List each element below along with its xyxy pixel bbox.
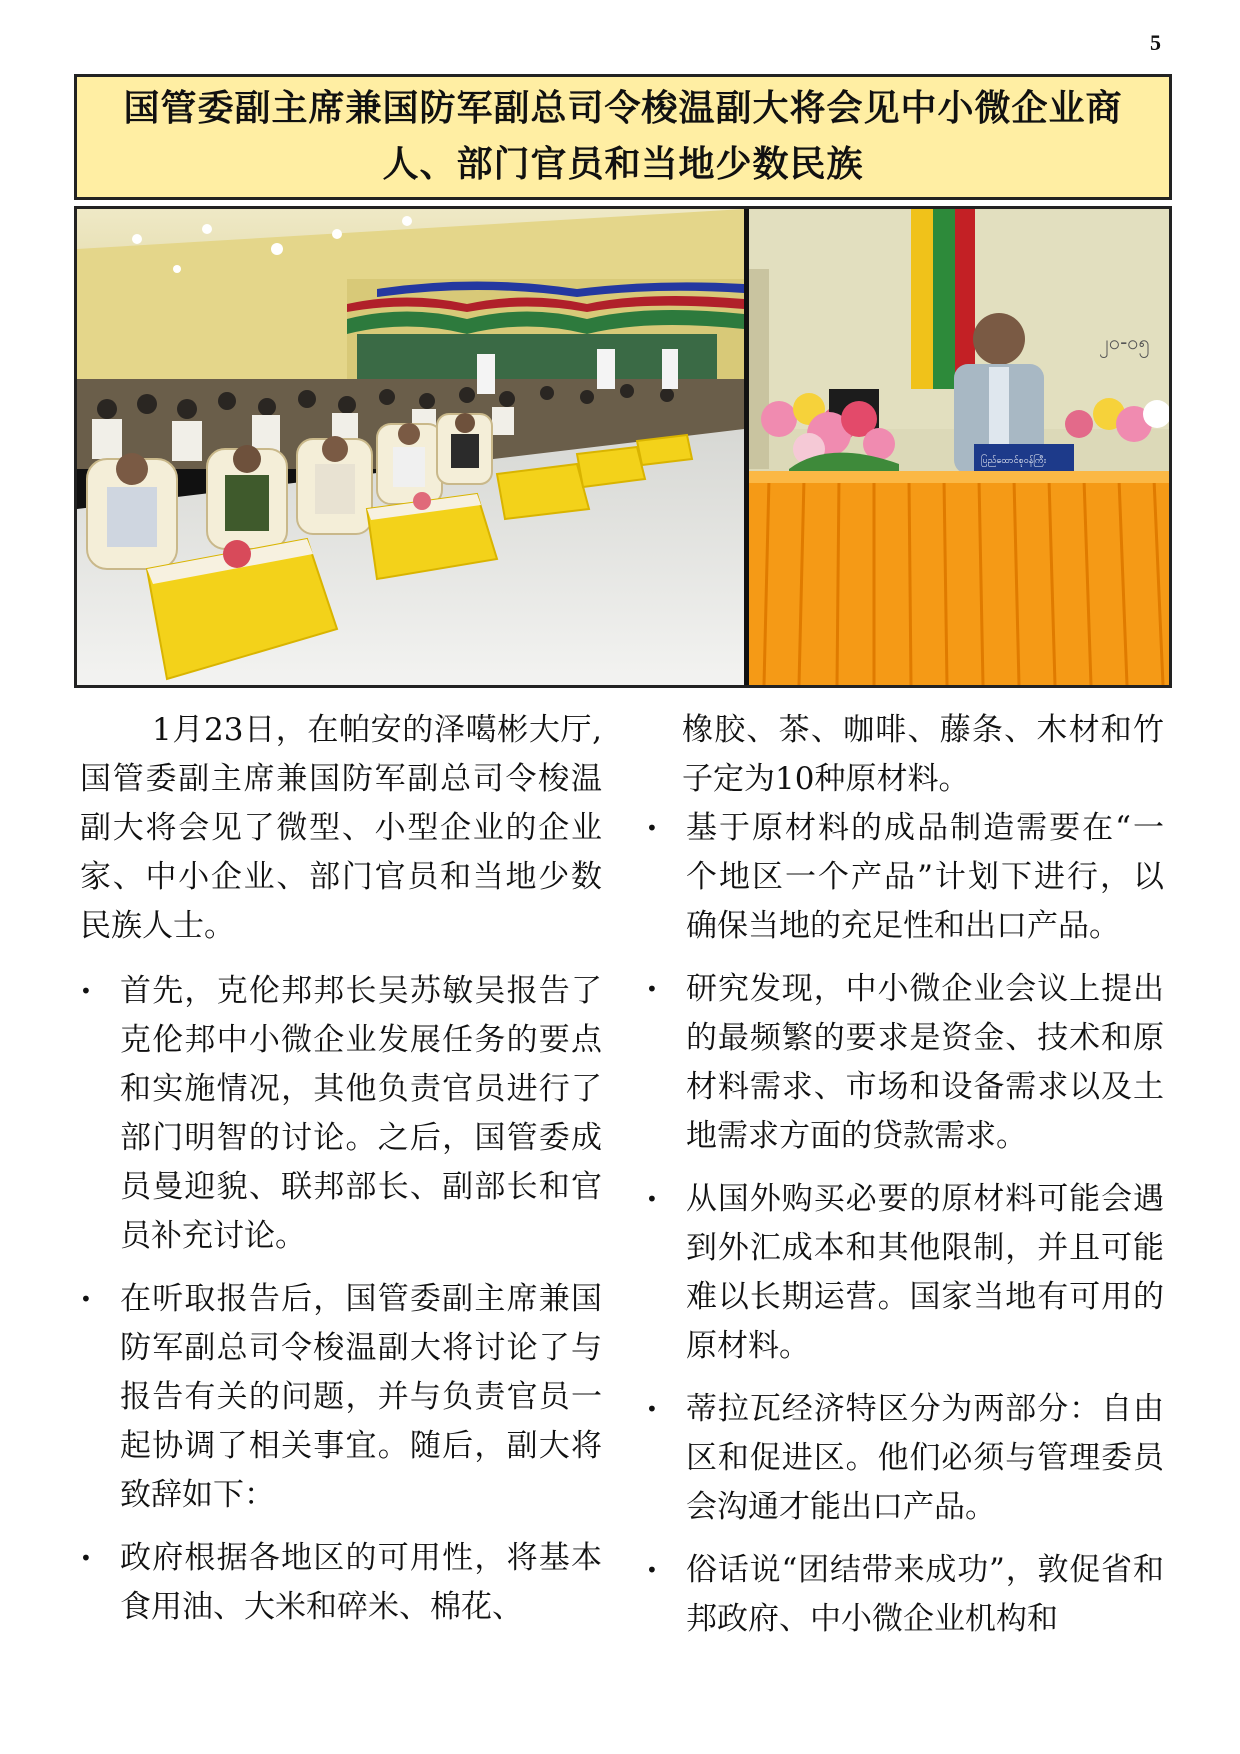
- list-item: [646, 965, 1164, 1161]
- list-item-text: 从国外购买必要的原材料可能会遇到外汇成本和其他限制，并且可能难以长期运营。国家当地有可用的原材料。: [686, 1181, 1164, 1364]
- article-column-left: [80, 706, 602, 1646]
- meeting-hall-illustration: [77, 209, 744, 685]
- speaker-illustration: [749, 209, 1169, 685]
- list-item: [80, 1534, 602, 1632]
- article-column-right: [646, 706, 1164, 1658]
- list-item: [646, 1175, 1164, 1371]
- list-item-text: 研究发现，中小微企业会议上提出的最频繁的要求是资金、技术和原材料需求、市场和设备需求以及土地需求方面的贷款需求。: [686, 971, 1164, 1154]
- photo-strip: [74, 206, 1172, 688]
- nameplate-text: ပြည်ထောင်စုဝန်ကြီး: [981, 456, 1047, 466]
- article-intro: 1月23日，在帕安的泽噶彬大厅,国管委副主席兼国防军副总司令梭温副大将会见了微型、小型企业的企业家、中小企业、部门官员和当地少数民族人士。: [80, 712, 602, 944]
- bullet-icon: •: [646, 1397, 658, 1421]
- list-item: [80, 1275, 602, 1520]
- headline-box: [74, 74, 1172, 200]
- page-number: 5: [1150, 30, 1161, 55]
- list-item-text: 蒂拉瓦经济特区分为两部分：自由区和促进区。他们必须与管理委员会沟通才能出口产品。: [686, 1391, 1164, 1525]
- bullet-icon: •: [646, 977, 658, 1001]
- list-item-text: 基于原材料的成品制造需要在“一个地区一个产品”计划下进行，以确保当地的充足性和出口产品。: [686, 810, 1164, 944]
- bullet-icon: •: [80, 1546, 92, 1570]
- wall-text: ၂၀-၀၅: [1099, 330, 1150, 354]
- list-item-text: 政府根据各地区的可用性，将基本食用油、大米和碎米、棉花、: [120, 1540, 602, 1625]
- bullet-icon: •: [646, 1187, 658, 1211]
- photo-meeting-hall: [77, 209, 744, 685]
- list-item: [646, 1546, 1164, 1644]
- list-item-text: 首先，克伦邦邦长吴苏敏吴报告了克伦邦中小微企业发展任务的要点和实施情况，其他负责官员进行了部门明智的讨论。之后，国管委成员曼迎貌、联邦部长、副部长和官员补充讨论。: [120, 973, 602, 1254]
- headline-line-2: 人、部门官员和当地少数民族: [382, 144, 864, 185]
- list-item: [80, 967, 602, 1261]
- bullet-icon: •: [646, 1558, 658, 1582]
- list-item-continuation: 橡胶、茶、咖啡、藤条、木材和竹子定为10种原材料。: [682, 712, 1164, 797]
- bullet-icon: •: [80, 1287, 92, 1311]
- bullet-icon: •: [646, 816, 658, 840]
- list-item-text: 俗话说“团结带来成功”，敦促省和邦政府、中小微企业机构和: [686, 1552, 1164, 1637]
- headline-line-1: 国管委副主席兼国防军副总司令梭温副大将会见中小微企业商: [123, 88, 1123, 129]
- bullet-icon: •: [80, 979, 92, 1003]
- list-item-text: 在听取报告后，国管委副主席兼国防军副总司令梭温副大将讨论了与报告有关的问题，并与负责官员一起协调了相关事宜。随后，副大将致辞如下：: [120, 1281, 602, 1513]
- photo-speaker-podium: [749, 209, 1169, 685]
- list-item: [646, 1385, 1164, 1532]
- list-item: [646, 804, 1164, 951]
